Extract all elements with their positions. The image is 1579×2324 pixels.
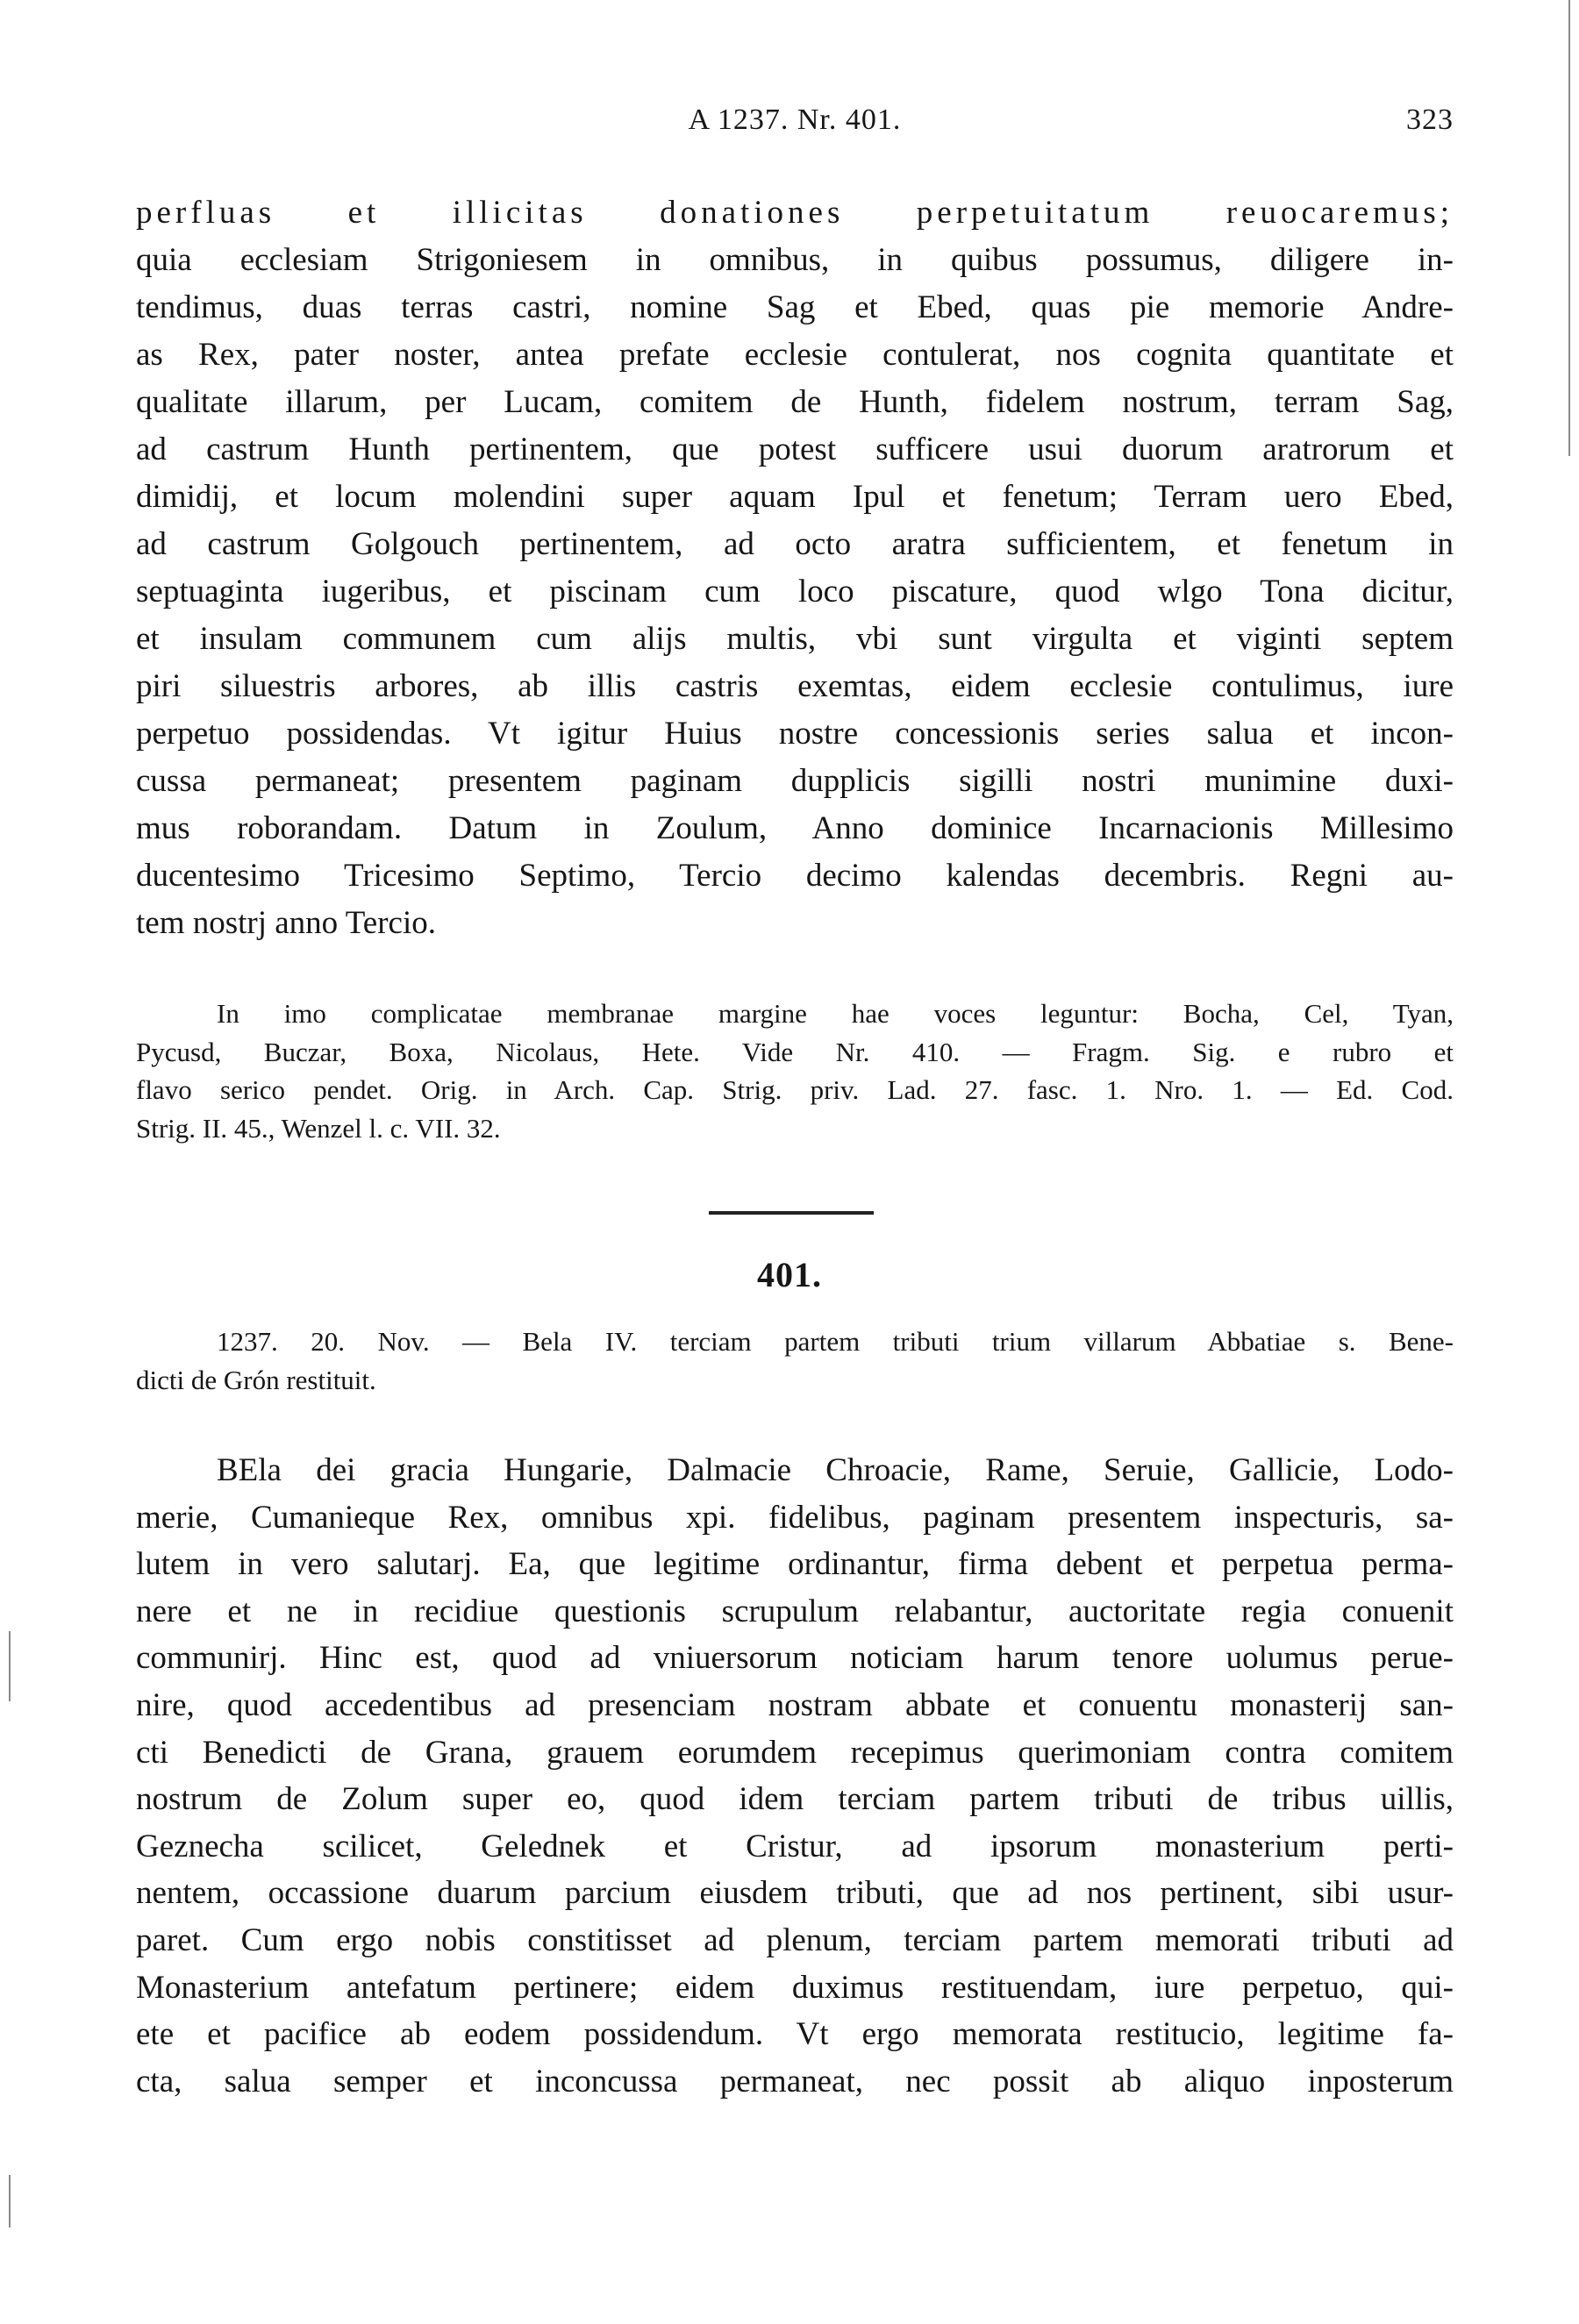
text-line: cta, salua semper et inconcussa permaneat, nec possit ab aliquo inposterum — [136, 2063, 1454, 2099]
text-line: ad castrum Golgouch pertinentem, ad octo aratra sufficientem, et fenetum in — [136, 526, 1454, 562]
summary-line: dicti de Grón restituit. — [136, 1364, 376, 1395]
charter-401-text — [136, 1447, 1454, 2105]
text-line: septuaginta iugeribus, et piscinam cum loco piscature, quod wlgo Tona dicitur, — [136, 574, 1454, 610]
text-line: communirj. Hinc est, quod ad vniuersorum noticiam harum tenore uolumus perue- — [136, 1640, 1454, 1677]
text-line: piri siluestris arbores, ab illis castris exemtas, eidem ecclesie contulimus, iure — [136, 668, 1454, 704]
page-number: 323 — [1406, 103, 1454, 136]
text-line: perfluas et illicitas donationes perpetuitatum reuocaremus; — [136, 195, 1454, 231]
summary-line: 1237. 20. Nov. — Bela IV. terciam partem tributi trium villarum Abbatiae s. Bene- — [217, 1326, 1454, 1357]
text-line: BEla dei gracia Hungarie, Dalmacie Chroacie, Rame, Seruie, Gallicie, Lodo- — [217, 1452, 1454, 1488]
text-line: nentem, occassione duarum parcium eiusdem tributi, que ad nos pertinent, sibi usur- — [136, 1875, 1454, 1912]
text-line: perpetuo possidendas. Vt igitur Huius nostre concessionis series salua et incon- — [136, 716, 1454, 752]
text-line: merie, Cumanieque Rex, omnibus xpi. fidelibus, paginam presentem inspecturis, sa- — [136, 1499, 1454, 1536]
text-line: tem nostrj anno Tercio. — [136, 905, 436, 941]
text-line: ad castrum Hunth pertinentem, que potest sufficere usui duorum aratrorum et — [136, 431, 1454, 467]
scan-edge-line — [9, 1631, 11, 1701]
page-header — [136, 103, 1454, 153]
note-line: flavo serico pendet. Orig. in Arch. Cap. Strig. priv. Lad. 27. fasc. 1. Nro. 1. — Ed. Cod. — [136, 1074, 1454, 1105]
text-line: Geznecha scilicet, Gelednek et Cristur, ad ipsorum monasterium perti- — [136, 1828, 1454, 1864]
text-line: mus roborandam. Datum in Zoulum, Anno dominice Incarnacionis Millesimo — [136, 810, 1454, 846]
text-line: ete et pacifice ab eodem possidendum. Vt ergo memorata restitucio, legitime fa- — [136, 2016, 1454, 2053]
document-number: 401. — [757, 1255, 822, 1294]
note-line: In imo complicatae membranae margine hae voces leguntur: Bocha, Cel, Tyan, — [217, 998, 1454, 1029]
text-line: paret. Cum ergo nobis constitisset ad plenum, terciam partem memorati tributi ad — [136, 1921, 1454, 1958]
text-line: cussa permaneat; presentem paginam dupplicis sigilli nostri munimine duxi- — [136, 763, 1454, 799]
text-line: cti Benedicti de Grana, grauem eorumdem recepimus querimoniam contra comitem — [136, 1734, 1454, 1771]
section-divider — [709, 1211, 874, 1215]
regest-summary — [136, 1322, 1454, 1399]
text-line: tendimus, duas terras castri, nomine Sag et Ebed, quas pie memorie Andre- — [136, 289, 1454, 325]
running-head: A 1237. Nr. 401. — [688, 103, 902, 136]
text-line: as Rex, pater noster, antea prefate ecclesie contulerat, nos cognita quantitate et — [136, 337, 1454, 373]
editorial-note — [136, 994, 1454, 1147]
text-line: dimidij, et locum molendini super aquam Ipul et fenetum; Terram uero Ebed, — [136, 479, 1454, 515]
text-line: nostrum de Zolum super eo, quod idem terciam partem tributi de tribus uillis, — [136, 1781, 1454, 1818]
note-line: Strig. II. 45., Wenzel l. c. VII. 32. — [136, 1112, 501, 1144]
text-line: ducentesimo Tricesimo Septimo, Tercio decimo kalendas decembris. Regni au- — [136, 858, 1454, 894]
text-line: nire, quod accedentibus ad presenciam nostram abbate et conuentu monasterij san- — [136, 1686, 1454, 1723]
text-line: Monasterium antefatum pertinere; eidem duximus restituendam, iure perpetuo, qui- — [136, 1969, 1454, 2006]
text-line: quia ecclesiam Strigoniesem in omnibus, in quibus possumus, diligere in- — [136, 242, 1454, 278]
text-line: lutem in vero salutarj. Ea, que legitime ordinantur, firma debent et perpetua perma- — [136, 1546, 1454, 1583]
text-line: qualitate illarum, per Lucam, comitem de Hunth, fidelem nostrum, terram Sag, — [136, 384, 1454, 420]
text-line: et insulam communem cum alijs multis, vbi sunt virgulta et viginti septem — [136, 621, 1454, 657]
note-line: Pycusd, Buczar, Boxa, Nicolaus, Hete. Vide Nr. 410. — Fragm. Sig. e rubro et — [136, 1036, 1454, 1067]
scan-edge-line — [9, 2175, 11, 2228]
charter-400-text — [136, 189, 1454, 947]
scan-edge-line — [1568, 0, 1570, 456]
text-line: nere et ne in recidiue questionis scrupulum relabantur, auctoritate regia conuenit — [136, 1593, 1454, 1629]
